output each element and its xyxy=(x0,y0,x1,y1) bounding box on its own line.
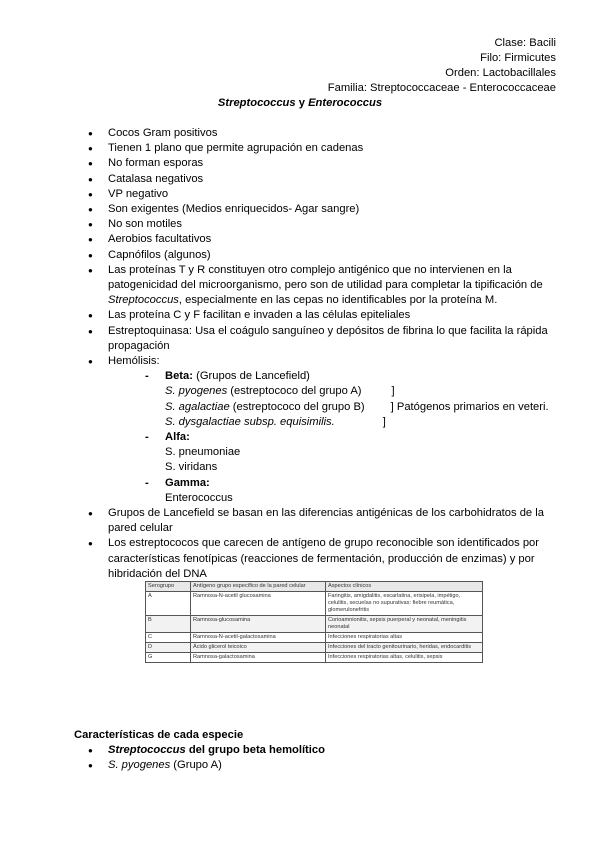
beta-note: (Grupos de Lancefield) xyxy=(192,370,310,383)
table-row xyxy=(146,643,483,653)
hemolisis-item xyxy=(88,354,558,506)
page-title xyxy=(0,97,600,109)
bracket: ] xyxy=(391,385,395,398)
hemolisis-sublist xyxy=(108,369,558,506)
gamma-label: Gamma: xyxy=(165,476,210,489)
estreptoquinasa-item: ● Estreptoquinasa: Usa el coágulo sanguíneo y depósitos de fibrina lo que facilita la rápida propagación xyxy=(88,324,558,354)
table-cell: Ramnosa-glucosamina xyxy=(191,616,326,633)
list-item: ● No forman esporas xyxy=(88,156,558,171)
title-genus-1: Streptococcus xyxy=(217,97,296,109)
clase-line: Clase: Bacili xyxy=(494,37,556,49)
section-list xyxy=(88,743,325,773)
table-cell: G xyxy=(146,653,191,663)
bracket: ] xyxy=(382,415,386,428)
alfa-species: S. pneumoniae xyxy=(165,446,241,459)
list-item: ● Capnófilos (algunos) xyxy=(88,248,558,263)
table-cell: Ramnosa-N-acetil-galactosamina xyxy=(191,633,326,643)
alfa-species: S. viridans xyxy=(165,461,218,474)
table-cell: C xyxy=(146,633,191,643)
table-cell: Ácido glicerol teicoico xyxy=(191,643,326,653)
table-row xyxy=(146,633,483,643)
beta-species-a: S. pyogenes (estreptococo del grupo A) ] xyxy=(165,385,395,398)
proteins-cf-item: ● Las proteína C y F facilitan e invaden a las células epiteliales xyxy=(88,308,558,323)
table-cell: Faringitis, amigdalitis, escarlatina, erisipela, impétigo, celulitis, secuelas no supurativas: fiebre reumática, glomerulonefritis xyxy=(326,592,483,616)
table-header-row xyxy=(146,582,483,592)
serogroup-table xyxy=(145,581,483,663)
bracket: ] xyxy=(390,400,394,413)
table-cell: Infecciones respiratorias altas xyxy=(326,633,483,643)
characteristics-list xyxy=(88,126,558,582)
section-heading: Características de cada especie xyxy=(74,729,244,741)
filo-line: Filo: Firmicutes xyxy=(480,52,556,64)
gamma-species: Enterococcus xyxy=(165,491,233,504)
table-cell: Ramnosa-galactosamina xyxy=(191,653,326,663)
lancefield-item: ● Grupos de Lancefield se basan en las diferencias antigénicas de los carbohidratos de la pared celular xyxy=(88,506,558,536)
list-item: ● VP negativo xyxy=(88,187,558,202)
table-cell: A xyxy=(146,592,191,616)
table-cell: B xyxy=(146,616,191,633)
taxonomy-header xyxy=(328,36,556,96)
list-item: ● No son motiles xyxy=(88,217,558,232)
beta-label: Beta: xyxy=(165,370,193,383)
table-cell: Infecciones respiratorias altas, celulitis, sepsis xyxy=(326,653,483,663)
table-cell: Corioamnionitis, sepsis puerperal y neonatal, meningitis neonatal xyxy=(326,616,483,633)
beta-species-c: S. dysgalactiae subsp. equisimilis. ] xyxy=(165,415,386,428)
list-item: ● Cocos Gram positivos xyxy=(88,126,558,141)
hemolisis-label: Hemólisis: xyxy=(108,355,160,368)
list-item: ● S. pyogenes (Grupo A) xyxy=(88,758,325,773)
sin-grupo-item: ● Los estreptococos que carecen de antígeno de grupo reconocible son identificados por características fenotípicas (reacciones de fermentación, producción de enzimas) y por hibridación del DNA xyxy=(88,536,558,582)
beta-species-b: S. agalactiae (estreptococo del grupo B) ] Patógenos primarios en veteri. xyxy=(165,400,549,413)
proteins-tr-item: ● Las proteínas T y R constituyen otro complejo antigénico que no intervienen en la patogenicidad del microorganismo, pero son de utilidad para completar la tipificación de Streptococcus, especialmente en las cepas no identificables por la proteína M. xyxy=(88,263,558,309)
list-item: ● Catalasa negativos xyxy=(88,172,558,187)
table-header-cell: Aspectos clínicos xyxy=(326,582,483,592)
list-item: ● Son exigentes (Medios enriquecidos- Agar sangre) xyxy=(88,202,558,217)
list-item: ● Tienen 1 plano que permite agrupación en cadenas xyxy=(88,141,558,156)
title-genus-2: Enterococcus xyxy=(308,97,383,109)
alfa-item xyxy=(145,430,558,476)
main-content xyxy=(88,126,558,582)
familia-line: Familia: Streptococcaceae - Enterococcaceae xyxy=(327,82,556,94)
table-header-cell: Antígeno grupo específico de la pared celular xyxy=(191,582,326,592)
alfa-label: Alfa: xyxy=(165,431,190,444)
list-item: ● Aerobios facultativos xyxy=(88,232,558,247)
table-row xyxy=(146,616,483,633)
patogenos-note: Patógenos primarios en veteri. xyxy=(393,400,549,413)
table-row xyxy=(146,592,483,616)
beta-item xyxy=(145,369,558,430)
gamma-item xyxy=(145,476,558,506)
table-cell: Infecciones del tracto genitourinario, heridas, endocarditis xyxy=(326,643,483,653)
title-conjunction: y xyxy=(295,97,309,109)
table-cell: D xyxy=(146,643,191,653)
table-row xyxy=(146,653,483,663)
table-header-cell: Serogrupo xyxy=(146,582,191,592)
genus-italic: Streptococcus xyxy=(108,294,179,307)
list-item: ● Streptococcus del grupo beta hemolítico xyxy=(88,743,325,758)
orden-line: Orden: Lactobacillales xyxy=(445,67,556,79)
table-cell: Ramnosa-N-acetil glucosamina xyxy=(191,592,326,616)
